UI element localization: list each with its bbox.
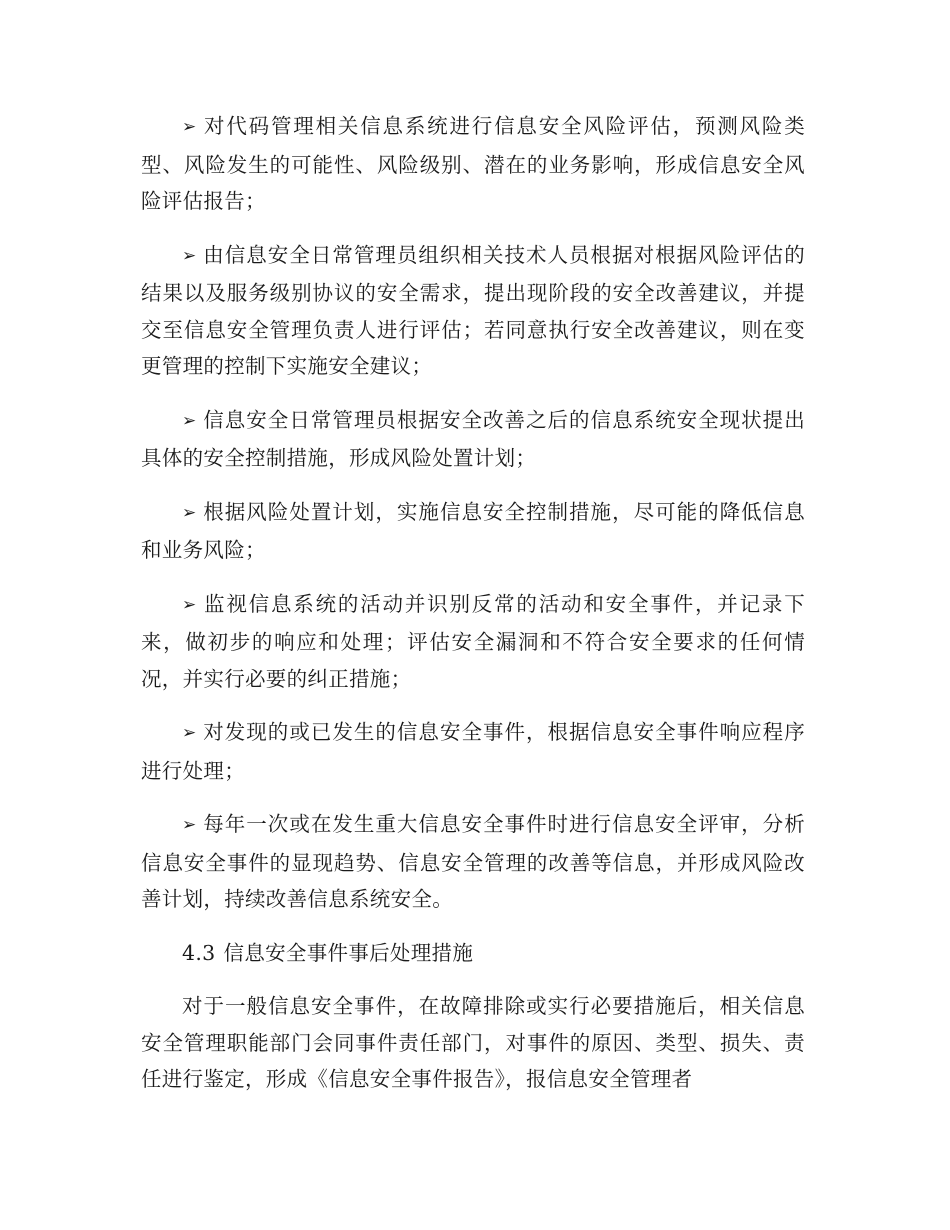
arrow-bullet-icon: ➢ [182, 502, 197, 523]
bullet-text: 根据风险处置计划，实施信息安全控制措施，尽可能的降低信息和业务风险； [141, 499, 805, 562]
bullet-item-2 [141, 237, 805, 385]
section-number: 4.3 [182, 940, 216, 965]
arrow-bullet-icon: ➢ [182, 723, 197, 743]
closing-paragraph: 对于一般信息安全事件，在故障排除或实行必要措施后，相关信息安全管理职能部门会同事件责任部门，对事件的原因、类型、损失、责任进行鉴定，形成《信息安全事件报告》，报信息安全管理者 [141, 994, 805, 1091]
bullet-item-1 [141, 108, 805, 220]
bullet-item-3 [141, 402, 805, 477]
section-title: 信息安全事件事后处理措施 [223, 940, 474, 965]
arrow-bullet-icon: ➢ [182, 117, 197, 137]
bullet-text: 信息安全日常管理员根据安全改善之后的信息系统安全现状提出具体的安全控制措施，形成风险处置计划； [141, 407, 805, 470]
bullet-item-4 [141, 494, 805, 569]
bullet-item-5 [141, 586, 805, 698]
arrow-bullet-icon: ➢ [182, 245, 197, 266]
arrow-bullet-icon: ➢ [182, 410, 197, 431]
bullet-text: 由信息安全日常管理员组织相关技术人员根据对根据风险评估的结果以及服务级别协议的安全需求，提出现阶段的安全改善建议，并提交至信息安全管理负责人进行评估；若同意执行安全改善建议，则在变更管理的控制下实施安全建议； [141, 242, 805, 378]
bullet-item-6 [141, 714, 805, 789]
arrow-bullet-icon: ➢ [182, 594, 197, 615]
bullet-text: 对代码管理相关信息系统进行信息安全风险评估，预测风险类型、风险发生的可能性、风险级别、潜在的业务影响，形成信息安全风险评估报告； [141, 114, 805, 213]
bullet-item-7 [141, 806, 805, 918]
section-heading [141, 935, 805, 972]
bullet-text: 对发现的或已发生的信息安全事件，根据信息安全事件响应程序进行处理； [141, 720, 805, 783]
bullet-text: 监视信息系统的活动并识别反常的活动和安全事件，并记录下来，做初步的响应和处理；评估安全漏洞和不符合安全要求的任何情况，并实行必要的纠正措施； [141, 591, 805, 691]
arrow-bullet-icon: ➢ [182, 815, 197, 835]
bullet-text: 每年一次或在发生重大信息安全事件时进行信息安全评审，分析信息安全事件的显现趋势、信息安全管理的改善等信息，并形成风险改善计划，持续改善信息系统安全。 [141, 812, 805, 911]
document-page [141, 108, 805, 1115]
